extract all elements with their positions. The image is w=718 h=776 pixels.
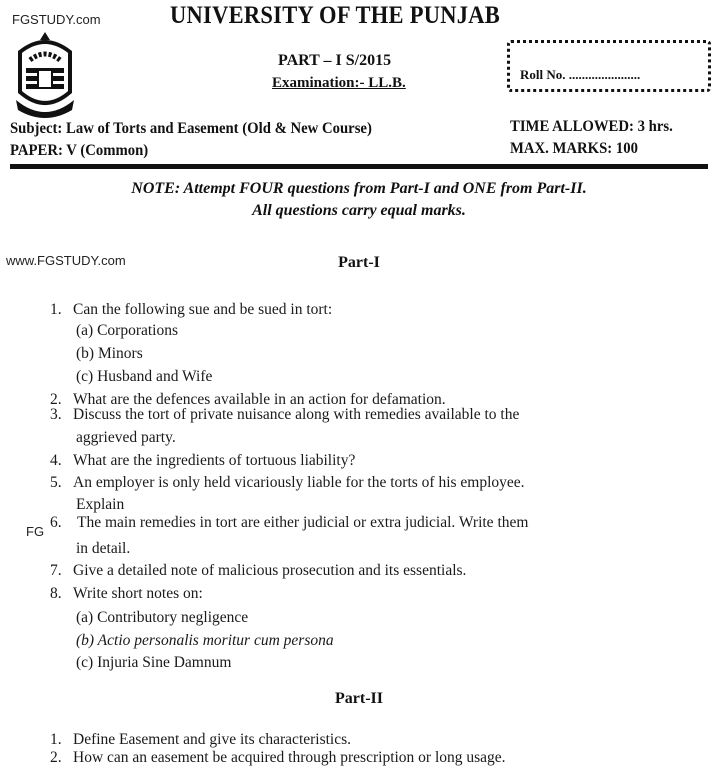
sub-question: (b) Actio personalis moritur cum persona bbox=[76, 632, 334, 649]
university-crest-icon bbox=[12, 30, 78, 120]
question-text: What are the ingredients of tortuous liability? bbox=[73, 452, 356, 469]
note-line-1: NOTE: Attempt FOUR questions from Part-I and ONE from Part-II. bbox=[131, 180, 587, 197]
question-number: 7. bbox=[50, 562, 62, 579]
question-text: Discuss the tort of private nuisance along with remedies available to the bbox=[73, 406, 520, 423]
sub-question: (a) Contributory negligence bbox=[76, 609, 249, 626]
university-title: UNIVERSITY OF THE PUNJAB bbox=[170, 2, 501, 29]
max-marks: MAX. MARKS: 100 bbox=[510, 140, 638, 157]
question-continuation: in detail. bbox=[76, 540, 131, 557]
sub-question: (c) Husband and Wife bbox=[76, 368, 213, 385]
examination-label: Examination:- LL.B. bbox=[272, 75, 406, 91]
part-1-heading: Part-I bbox=[338, 254, 380, 271]
watermark-side: www.FGSTUDY.com bbox=[6, 253, 126, 268]
question-text: The main remedies in tort are either judicial or extra judicial. Write them bbox=[77, 514, 529, 531]
question-continuation: aggrieved party. bbox=[76, 429, 176, 446]
paper: PAPER: V (Common) bbox=[10, 142, 149, 159]
question-number: 5. bbox=[50, 474, 62, 491]
question-text: An employer is only held vicariously liable for the torts of his employee. bbox=[73, 474, 525, 491]
question-number: 1. bbox=[50, 301, 62, 318]
question-number: 6. bbox=[50, 514, 62, 531]
question-text: Can the following sue and be sued in tort: bbox=[73, 301, 333, 318]
question-number: 8. bbox=[50, 585, 62, 602]
question-text: How can an easement be acquired through prescription or long usage. bbox=[73, 749, 506, 766]
question-number: 3. bbox=[50, 406, 62, 423]
sub-question: (b) Minors bbox=[76, 345, 143, 362]
part-2-heading: Part-II bbox=[335, 690, 383, 707]
question-text: Give a detailed note of malicious prosecution and its essentials. bbox=[73, 562, 467, 579]
question-number: 1. bbox=[50, 731, 62, 748]
time-allowed: TIME ALLOWED: 3 hrs. bbox=[510, 118, 673, 135]
sub-question: (a) Corporations bbox=[76, 322, 179, 339]
question-number: 4. bbox=[50, 452, 62, 469]
question-continuation: Explain bbox=[76, 496, 125, 513]
roll-no-label: Roll No. ...................... bbox=[520, 67, 641, 82]
question-number: 2. bbox=[50, 749, 62, 766]
note-line-2: All questions carry equal marks. bbox=[252, 202, 466, 219]
watermark-top: FGSTUDY.com bbox=[12, 12, 101, 27]
question-text: What are the defences available in an action for defamation. bbox=[73, 391, 446, 408]
question-text: Write short notes on: bbox=[73, 585, 203, 602]
question-text: Define Easement and give its characteristics. bbox=[73, 731, 352, 748]
subject: Subject: Law of Torts and Easement (Old & New Course) bbox=[10, 120, 372, 137]
question-number: 2. bbox=[50, 391, 62, 408]
header-divider bbox=[10, 164, 708, 169]
part-session: PART – I S/2015 bbox=[278, 52, 392, 69]
roll-no-box bbox=[507, 40, 711, 92]
watermark-inline: FG bbox=[26, 524, 45, 539]
sub-question: (c) Injuria Sine Damnum bbox=[76, 654, 232, 671]
